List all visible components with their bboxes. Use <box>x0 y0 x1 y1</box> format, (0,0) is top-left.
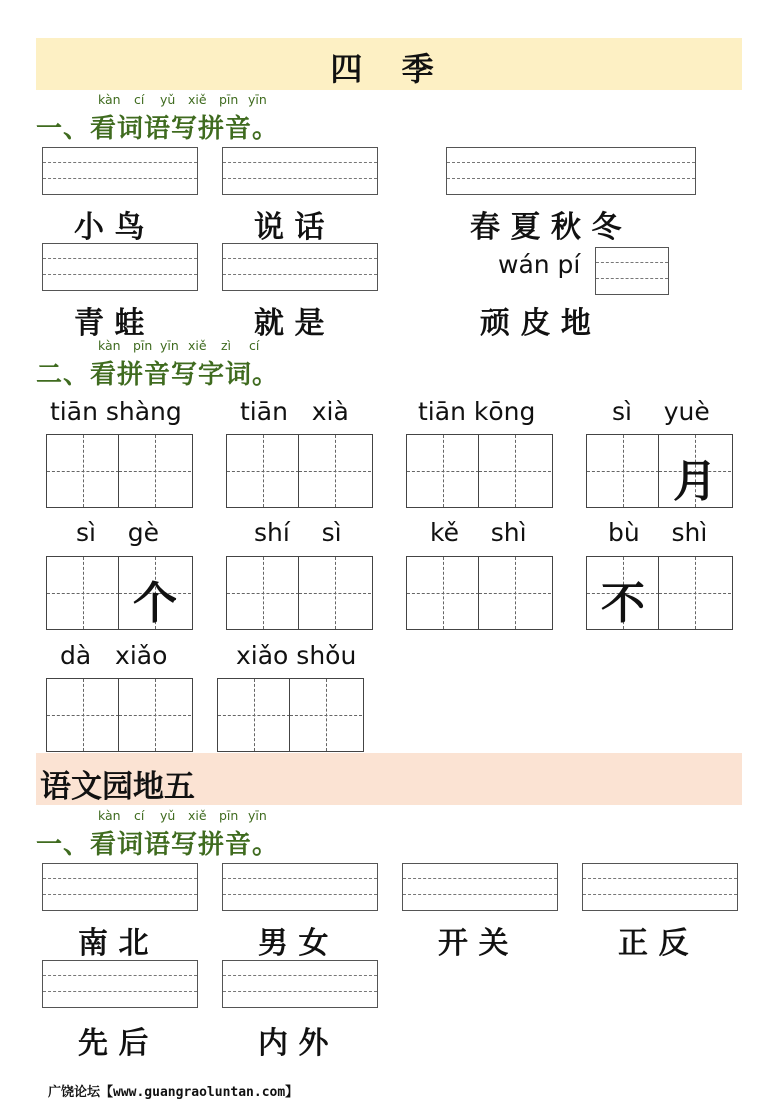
character-grid <box>586 434 733 508</box>
heading-text: 一、看词语写拼音。 <box>36 114 280 144</box>
heading-pinyin: xiě <box>188 808 207 823</box>
character-grid <box>46 434 193 508</box>
character-cell[interactable] <box>407 557 479 629</box>
character-cell[interactable] <box>479 435 551 507</box>
character-grid <box>586 556 733 630</box>
heading-text: 一、看词语写拼音。 <box>36 830 280 860</box>
character-cell[interactable] <box>659 557 731 629</box>
word-pinyin: sì gè <box>76 518 160 547</box>
given-character: 月 <box>673 456 717 507</box>
title-band <box>36 38 742 90</box>
word-label: 正 反 <box>618 926 689 961</box>
word-pinyin: tiān xià <box>240 397 349 426</box>
character-cell[interactable] <box>299 435 371 507</box>
character-cell[interactable] <box>47 435 119 507</box>
character-grid <box>46 556 193 630</box>
heading-pinyin: cí <box>134 92 145 107</box>
heading-pinyin: yǔ <box>160 92 176 107</box>
heading-pinyin: yīn <box>248 92 267 107</box>
character-cell[interactable] <box>119 679 191 751</box>
character-cell[interactable] <box>290 679 362 751</box>
character-grid <box>46 678 193 752</box>
pinyin-answer-box[interactable] <box>222 960 378 1008</box>
pinyin-answer-box[interactable] <box>42 863 198 911</box>
character-cell[interactable] <box>299 557 371 629</box>
heading-pinyin: xiě <box>188 92 207 107</box>
pinyin-answer-box[interactable] <box>222 147 378 195</box>
heading-pinyin: pīn <box>219 92 239 107</box>
word-pinyin: xiǎo shǒu <box>236 641 357 670</box>
character-cell[interactable] <box>119 435 191 507</box>
heading-pinyin: cí <box>134 808 145 823</box>
heading-pinyin: pīn <box>219 808 239 823</box>
heading-pinyin: kàn <box>98 808 121 823</box>
given-character: 不 <box>601 578 645 629</box>
pinyin-answer-box[interactable] <box>222 863 378 911</box>
heading-pinyin: zì <box>221 338 232 353</box>
word-label: 男 女 <box>258 926 329 961</box>
word-label: 说 话 <box>254 210 325 245</box>
character-cell[interactable] <box>587 557 659 629</box>
character-grid <box>406 556 553 630</box>
heading-pinyin: xiě <box>188 338 207 353</box>
character-cell[interactable] <box>587 435 659 507</box>
heading-pinyin: pīn <box>133 338 153 353</box>
word-label: 青 蛙 <box>74 306 145 341</box>
character-cell[interactable] <box>119 557 191 629</box>
character-grid <box>217 678 364 752</box>
character-grid <box>406 434 553 508</box>
heading-pinyin: yīn <box>248 808 267 823</box>
character-cell[interactable] <box>479 557 551 629</box>
word-label: 内 外 <box>258 1026 329 1061</box>
pinyin-answer-box[interactable] <box>582 863 738 911</box>
character-cell[interactable] <box>47 557 119 629</box>
pinyin-answer-box[interactable] <box>42 960 198 1008</box>
given-character: 个 <box>133 578 177 629</box>
pinyin-answer-box[interactable] <box>42 243 198 291</box>
heading-text: 二、看拼音写字词。 <box>36 360 280 390</box>
word-pinyin: tiān shàng <box>50 397 182 426</box>
word-pinyin: kě shì <box>430 518 527 547</box>
word-label: 春 夏 秋 冬 <box>470 210 622 245</box>
word-pinyin: sì yuè <box>612 397 710 426</box>
word-label: 先 后 <box>78 1026 149 1061</box>
word-label: 就 是 <box>254 306 325 341</box>
word-pinyin: tiān kōng <box>418 397 536 426</box>
character-cell[interactable] <box>218 679 290 751</box>
pinyin-answer-box[interactable] <box>446 147 696 195</box>
word-label: 小 鸟 <box>74 210 145 245</box>
word-label: 顽 皮 地 <box>480 306 591 341</box>
character-cell[interactable] <box>47 679 119 751</box>
word-pinyin: shí sì <box>254 518 342 547</box>
character-cell[interactable] <box>227 557 299 629</box>
word-pinyin: bù shì <box>608 518 708 547</box>
unit-title: 语文园地五 <box>40 769 195 805</box>
pinyin-answer-box[interactable] <box>595 247 669 295</box>
heading-pinyin: kàn <box>98 92 121 107</box>
pinyin-answer-box[interactable] <box>222 243 378 291</box>
word-pinyin: dà xiǎo <box>60 641 168 670</box>
footer-text: 广饶论坛【www.guangraoluntan.com】 <box>48 1085 299 1100</box>
character-cell[interactable] <box>227 435 299 507</box>
character-cell[interactable] <box>407 435 479 507</box>
hint-pinyin: wán pí <box>498 250 581 279</box>
unit-band <box>36 753 742 805</box>
character-grid <box>226 434 373 508</box>
heading-pinyin: cí <box>249 338 260 353</box>
heading-pinyin: yīn <box>160 338 179 353</box>
heading-pinyin: kàn <box>98 338 121 353</box>
word-label: 南 北 <box>78 926 149 961</box>
character-cell[interactable] <box>659 435 731 507</box>
word-label: 开 关 <box>438 926 509 961</box>
heading-pinyin: yǔ <box>160 808 176 823</box>
character-grid <box>226 556 373 630</box>
pinyin-answer-box[interactable] <box>42 147 198 195</box>
page-title: 四 季 <box>330 50 448 88</box>
pinyin-answer-box[interactable] <box>402 863 558 911</box>
